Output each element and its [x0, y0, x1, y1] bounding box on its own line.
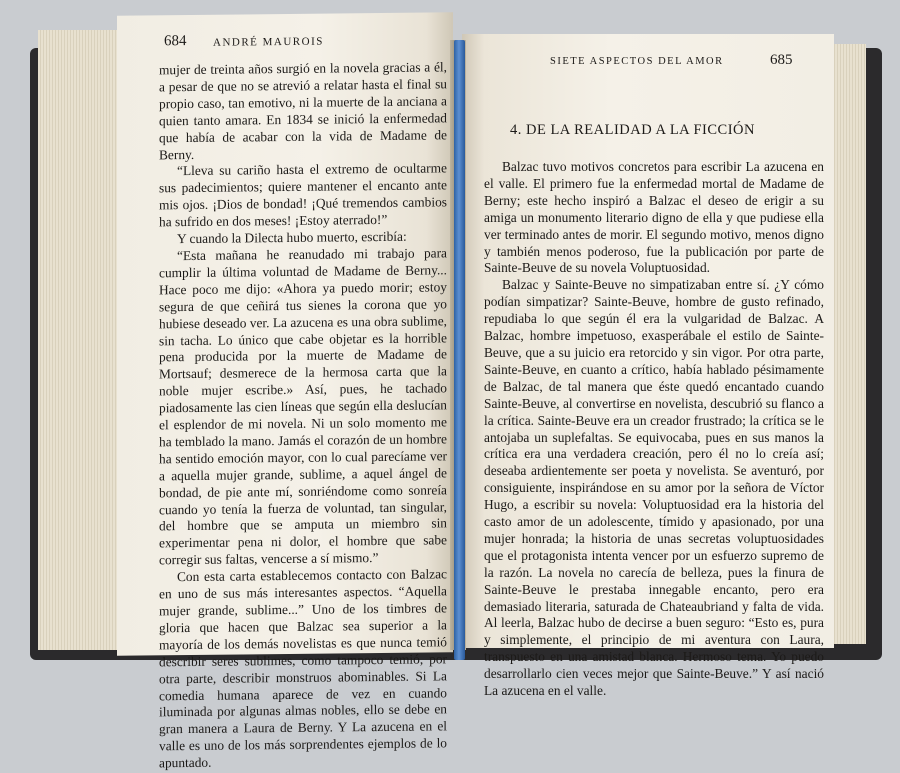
chapter-title: 4. DE LA REALIDAD A LA FICCIÓN — [510, 122, 755, 138]
left-paragraph: Con esta carta establecemos contacto con Balzac en uno de sus más interesantes aspectos. “Aquella mujer grande, sublime...” Uno de los timbres de gloria que hacen que Balzac sea superior a la mayoría de los demás novelistas es que nunca temió describir seres sublimes, como tampoco temió, por otra parte, describir monstruos abominables. Si La comedia humana aparece de vez en cuando iluminada por algunas almas nobles, ello se debe en gran manera a Laura de Berny. Y La azucena en el valle es uno de los más sorprendentes ejemplos de lo apuntado. — [159, 566, 447, 771]
left-paragraph: Y cuando la Dilecta hubo muerto, escribía: — [177, 228, 407, 247]
left-running-head: ANDRÉ MAUROIS — [213, 35, 324, 49]
right-page — [462, 34, 834, 699]
left-body-text — [159, 59, 447, 772]
right-running-head: SIETE ASPECTOS DEL AMOR — [550, 56, 724, 67]
right-paragraph: Balzac y Sainte-Beuve no simpatizaban entre sí. ¿Y cómo podían simpatizar? Sainte-Beuve, hombre de gusto refinado, repudiaba lo que según él era la vulgaridad de Balzac. A Balzac, hombre impetuoso, exasperábale el estilo de Sainte-Beuve, que a su juicio era retorcido y sin vigor. Por otra parte, Sainte-Beuve, en cuanto a crítico, había hablado pésimamente de Balzac, de tal manera que éste quedó encantado cuando Sainte-Beuve, al convertirse en novelista, descubrió su flanco a la crítica. Sainte-Beuve era un creador frustrado; la crítica se le antojaba un suplefaltas. Se equivocaba, pues en sus manos la crítica era una verdadera creación, pero él no lo creía así; deseaba ardientemente ser poeta y novelista. Se aventuró, por consiguiente, inspirándose en su amor por la señora de Víctor Hugo, a escribir su novela: Voluptuosidad era la historia del casto amor de un adolescente, tímido y apasionado, por una mujer honrada; la historia de unas secretas voluptuosidades que el protagonista intenta vencer por un esfuerzo supremo de la razón. La novela no carecía de belleza, pues la finura de Sainte-Beuve le prestaba innegable encanto, pero era demasiado literaria, saturada de Chateaubriand y falta de vida. Al leerla, Balzac hubo de decirse a buen seguro: “Esto es, pura y simplemente, el principio de mi aventura con Laura, transpuesto en una amistad blanca. Hermoso tema. Yo puedo desarrollarlo cien veces mejor que Sainte-Beuve.” Y así nació La azucena en el valle. — [484, 277, 824, 699]
bookmark-ribbon — [454, 40, 465, 660]
left-paragraph: mujer de treinta años surgió en la novela gracias a él, a pesar de que no se atrevió a relatar hasta el final su propio caso, tan emotivo, ni la muerte de la anciana a quien tanto amara. En 1834 se inició la enfermedad que había de acabar con la vida de Madame de Berny. — [159, 59, 447, 162]
left-page-edges — [38, 30, 124, 650]
left-page — [117, 12, 453, 771]
left-paragraph: “Lleva su cariño hasta el extremo de ocultarme sus padecimientos; quiere mantener el encanto ante mis ojos. ¡Dios de bondad! ¡Qué tremendos cambios ha sufrido en dos meses! ¡Estoy aterrado!” — [159, 160, 447, 230]
right-page-number: 685 — [770, 52, 793, 68]
left-paragraph: “Esta mañana he reanudado mi trabajo para cumplir la última voluntad de Madame de Berny... Hace poco me dijo: «Ahora ya puedo morir; estoy segura de que ceñirá tus sienes la corona que yo hubiese deseado ver. La azucena es una obra sublime, sin tacha. Lo único que cabe objetar es la horrible pena producida por la muerte de Madame de Mortsauf; desmerece de la hermosa carta que la noble mujer escribe.» Así, pues, he tachado piadosamente las cien líneas que según ella deslucían el esplendor de mi novela. Ni un solo momento me ha temblado la mano. Jamás el corazón de un hombre ha sentido emoción mayor, con lo cual parecíame ver a aquella mujer grande, sublime, a aquel ángel de bondad, de pie ante mí, sonriéndome como sonreía cuando yo tenía la fuerza de voluntad, tan singular, del hombre que se amputa un miembro sin experimentar pena ni dolor, el hombre que sabe corregir sus faltas, vencerse a sí mismo.” — [159, 245, 447, 568]
right-paragraph: Balzac tuvo motivos concretos para escribir La azucena en el valle. El primero fue la enfermedad mortal de Madame de Berny; este hecho inspiró a Balzac el deseo de erigir a su amiga un monumento literario digno de ella y que pudiese ella ver terminado antes de morir. El segundo motivo, menos digno y también menos poderoso, fue la publicación por parte de Sainte-Beuve de su novela Voluptuosidad. — [484, 159, 824, 276]
left-page-number: 684 — [164, 33, 187, 50]
right-body-text — [484, 159, 824, 700]
